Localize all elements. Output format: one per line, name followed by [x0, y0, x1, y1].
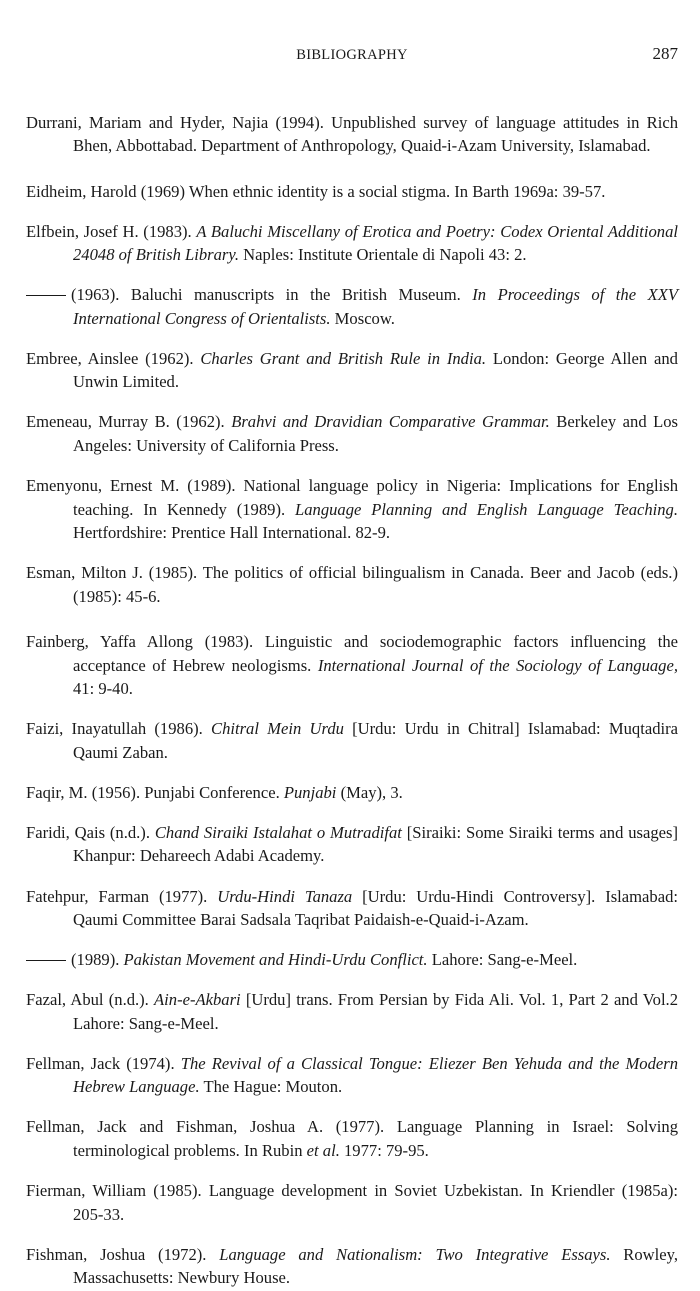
bibliography-entry: Fainberg, Yaffa Allong (1983). Linguistic and sociodemographic factors influencing the acceptance of Hebrew neologisms. International Journal of the Sociology of Language, 41: 9-40.: [26, 632, 678, 699]
bibliography-entry: Fazal, Abul (n.d.). Ain-e-Akbari [Urdu] trans. From Persian by Fida Ali. Vol. 1, Part 2 and Vol.2 Lahore: Sang-e-Meel.: [26, 990, 678, 1033]
bibliography-entry: (1989). Pakistan Movement and Hindi-Urdu Conflict. Lahore: Sang-e-Meel.: [26, 948, 678, 972]
page-number: 287: [652, 44, 678, 63]
page-header: [26, 44, 678, 68]
ditto-rule: [26, 960, 66, 961]
bibliography-entry: (1963). Baluchi manuscripts in the British Museum. In Proceedings of the XXV International Congress of Orientalists. Moscow.: [26, 283, 678, 330]
bibliography-entry: Eidheim, Harold (1969) When ethnic identity is a social stigma. In Barth 1969a: 39-57.: [26, 181, 606, 201]
bibliography-entry: Esman, Milton J. (1985). The politics of official bilingualism in Canada. Beer and Jacob (eds.) (1985): 45-6.: [26, 563, 678, 606]
bibliography-entry: Elfbein, Josef H. (1983). A Baluchi Miscellany of Erotica and Poetry: Codex Oriental Additional 24048 of British Library. Naples: Institute Orientale di Napoli 43: 2.: [26, 221, 678, 265]
ditto-rule: [26, 295, 66, 296]
bibliography-entry: Fierman, William (1985). Language development in Soviet Uzbekistan. In Kriendler (1985a): 205-33.: [26, 1181, 678, 1224]
bibliography-entry: Fishman, Joshua (1972). Language and Nationalism: Two Integrative Essays. Rowley, Massachusetts: Newbury House.: [26, 1244, 679, 1288]
bibliography-entry: Fellman, Jack (1974). The Revival of a Classical Tongue: Eliezer Ben Yehuda and the Modern Hebrew Language. The Hague: Mouton.: [26, 1053, 678, 1097]
bibliography-entry: Durrani, Mariam and Hyder, Najia (1994). Unpublished survey of language attitudes in Rich Bhen, Abbottabad. Department of Anthropology, Quaid-i-Azam University, Islamabad.: [26, 112, 678, 156]
bibliography-entry: Faqir, M. (1956). Punjabi Conference. Punjabi (May), 3.: [26, 782, 403, 802]
bibliography-list: [26, 94, 678, 1291]
bibliography-entry: Faizi, Inayatullah (1986). Chitral Mein Urdu [Urdu: Urdu in Chitral] Islamabad: Muqtadira Qaumi Zaban.: [26, 719, 678, 762]
bibliography-entry: Fatehpur, Farman (1977). Urdu-Hindi Tanaza [Urdu: Urdu-Hindi Controversy]. Islamabad: Qaumi Committee Barai Sadsala Taqribat Paidaish-e-Quaid-i-Azam.: [26, 886, 678, 930]
running-title: BIBLIOGRAPHY: [296, 47, 408, 63]
bibliography-entry: Faridi, Qais (n.d.). Chand Siraiki Istalahat o Mutradifat [Siraiki: Some Siraiki terms and usages] Khanpur: Dehareech Adabi Academy.: [26, 822, 678, 866]
bibliography-entry: Fellman, Jack and Fishman, Joshua A. (1977). Language Planning in Israel: Solving terminological problems. In Rubin et al. 1977: 79-95.: [26, 1117, 678, 1160]
bibliography-entry: Embree, Ainslee (1962). Charles Grant and British Rule in India. London: George Allen and Unwin Limited.: [26, 348, 678, 392]
bibliography-entry: Emenyonu, Ernest M. (1989). National language policy in Nigeria: Implications for English teaching. In Kennedy (1989). Language Planning and English Language Teaching. Hertfordshire: Prentice Hall International. 82-9.: [26, 476, 679, 543]
bibliography-entry: Emeneau, Murray B. (1962). Brahvi and Dravidian Comparative Grammar. Berkeley and Los Angeles: University of California Press.: [26, 412, 679, 455]
